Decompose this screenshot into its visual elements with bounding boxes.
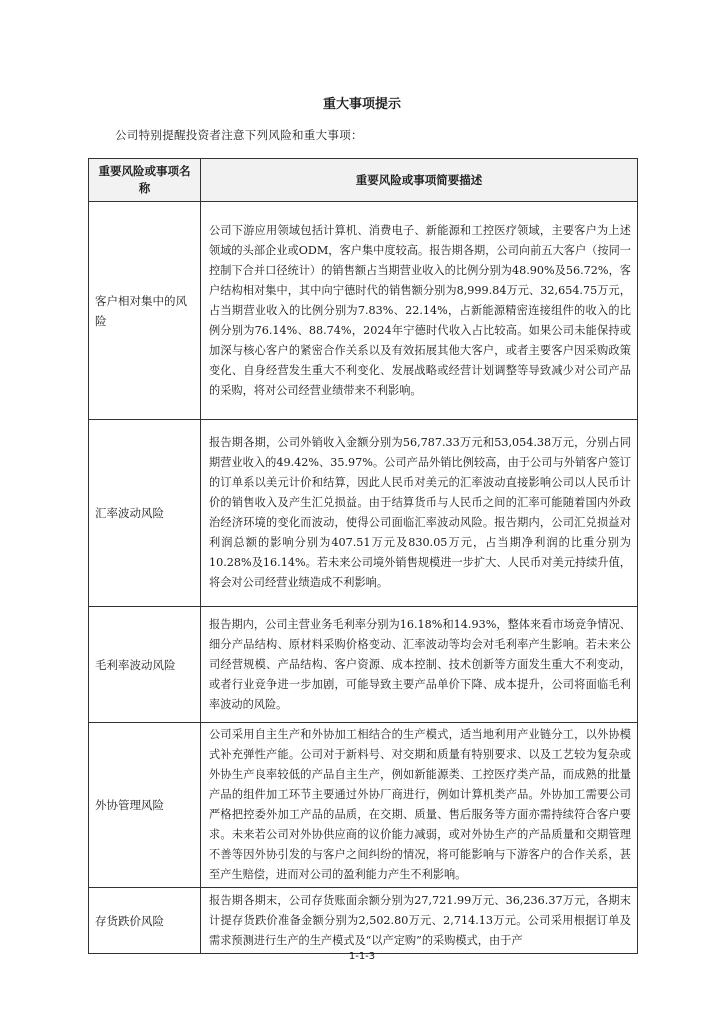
header-risk-name [89, 159, 201, 202]
table-row [89, 607, 638, 723]
table-row [89, 723, 638, 888]
header-risk-name-label: 重要风险或事项名称 [98, 164, 191, 195]
risk-desc: 报告期各期，公司外销收入金额分别为56,787.33万元和53,054.38万元，分别占同期营业收入的49.42%、35.97%。公司产品外销比例较高，由于公司与外销客户签订的订单系以美元计价和结算，因此人民币对美元的汇率波动直接影响公司以人民币计价的销售收入及产生汇兑损益。由于结算货币与人民币之间的汇率可能随着国内外政治经济环境的变化而波动，使得公司面临汇率波动风险。报告期内，公司汇兑损益对利润总额的影响分别为407.51万元及830.05万元，占当期净利润的比重分别为10.28%及16.14%。若未来公司境外销售规模进一步扩大、人民币对美元持续升值，将会对公司经营业绩造成不利影响。 [201, 420, 638, 607]
risk-table [88, 158, 638, 954]
risk-name: 存货跌价风险 [89, 888, 201, 954]
page-number: 1-1-3 [348, 951, 376, 962]
risk-desc: 报告期内，公司主营业务毛利率分别为16.18%和14.93%，整体来看市场竞争情况、细分产品结构、原材料采购价格变动、汇率波动等均会对毛利率产生影响。若未来公司经营规模、产品结构、客户资源、成本控制、技术创新等方面发生重大不利变动，或者行业竞争进一步加剧，可能导致主要产品单价下降、成本提升，公司将面临毛利率波动的风险。 [201, 607, 638, 723]
risk-desc: 公司下游应用领域包括计算机、消费电子、新能源和工控医疗领域，主要客户为上述领域的头部企业或ODM，客户集中度较高。报告期各期，公司向前五大客户（按同一控制下合并口径统计）的销售额占当期营业收入的比例分别为48.90%及56.72%，客户结构相对集中，其中向宁德时代的销售额分别为8,999.84万元、32,654.75万元，占当期营业收入的比例分别为7.83%、22.14%，占新能源精密连接组件的收入的比例分别为76.14%、88.74%，2024年宁德时代收入占比较高。如果公司未能保持或加深与核心客户的紧密合作关系以及有效拓展其他大客户，或者主要客户因采购政策变化、自身经营发生重大不利变化、发展战略或经营计划调整等导致减少对公司产品的采购，将对公司经营业绩带来不利影响。 [201, 202, 638, 420]
table-row [89, 202, 638, 420]
header-risk-desc: 重要风险或事项简要描述 [201, 159, 638, 202]
table-row [89, 888, 638, 954]
risk-desc: 公司采用自主生产和外协加工相结合的生产模式，适当地利用产业链分工，以外协模式补充弹性产能。公司对于新料号、对交期和质量有特别要求、以及工艺较为复杂或外协生产良率较低的产品自主生产，例如新能源类、工控医疗类产品，而成熟的批量产品的组件加工环节主要通过外协厂商进行，例如计算机类产品。外协加工需要公司严格把控委外加工产品的品质，在交期、质量、售后服务等方面亦需持续符合客户要求。未来若公司对外协供应商的议价能力减弱，或对外协生产的产品质量和交期管理不善等因外协引发的与客户之间纠纷的情况，将可能影响与下游客户的合作关系，甚至产生赔偿，进而对公司的盈利能力产生不利影响。 [201, 723, 638, 888]
table-row [89, 420, 638, 607]
risk-name: 客户相对集中的风险 [89, 202, 201, 420]
intro-text: 公司特别提醒投资者注意下列风险和重大事项： [115, 128, 363, 142]
risk-name: 毛利率波动风险 [89, 607, 201, 723]
risk-name: 汇率波动风险 [89, 420, 201, 607]
page-title: 重大事项提示 [322, 97, 401, 112]
table-header-row [89, 159, 638, 202]
risk-name: 外协管理风险 [89, 723, 201, 888]
risk-desc: 报告期各期末，公司存货账面余额分别为27,721.99万元、36,236.37万元，各期末计提存货跌价准备金额分别为2,502.80万元、2,714.13万元。公司采用根据订单及需求预测进行生产的生产模式及“以产定购”的采购模式，由于产 [201, 888, 638, 954]
